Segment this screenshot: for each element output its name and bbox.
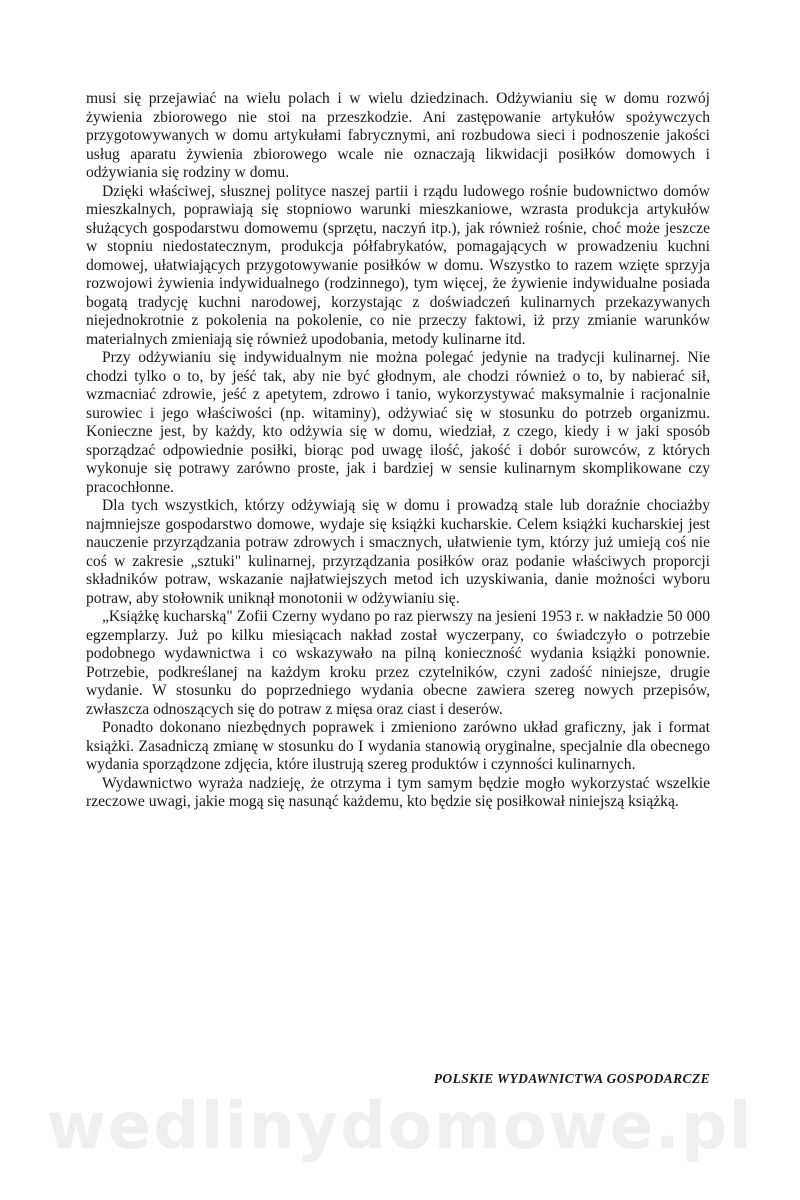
paragraph-3: Przy odżywianiu się indywidualnym nie można polegać jedynie na tradycji kulinarnej. Nie chodzi tylko o to, by jeść tak, aby nie być głodnym, ale chodzi również o to, by nabierać sił, wzmacniać zdrowie, jeść z apetytem, zdrowo i tanio, wykorzystywać maksymalnie i racjonalnie surowiec i jego właściwości (np. witaminy), odżywiać się w stosunku do potrzeb organizmu. Konieczne jest, by każdy, kto odżywia się w domu, wiedział, z czego, kiedy i w jaki sposób sporządzać odpowiednie posiłki, biorąc pod uwagę ilość, jakość i dobór surowców, z których wykonuje się potrawy zarówno proste, jak i bardziej w sensie kulinarnym skomplikowane czy pracochłonne.	[86, 349, 710, 496]
body-text	[86, 90, 710, 812]
watermark: wedlinydomowe.pl	[46, 1090, 754, 1164]
paragraph-2: Dzięki właściwej, słusznej polityce naszej partii i rządu ludowego rośnie budownictwo domów mieszkalnych, poprawiają się stopniowo warunki mieszkaniowe, wzrasta produkcja artykułów służących gospodarstwu domowemu (sprzętu, naczyń itp.), jak również rośnie, choć może jeszcze w stopniu niedostatecznym, produkcja półfabrykatów, pomagających w prowadzeniu kuchni domowej, ułatwiających przygotowywanie posiłków w domu. Wszystko to razem wzięte sprzyja rozwojowi żywienia indywidualnego (rodzinnego), tym więcej, że żywienie indywidualne posiada bogatą tradycję kuchni narodowej, korzystając z doświadczeń kulinarnych przekazywanych niejednokrotnie z pokolenia na pokolenie, co nie przeczy faktowi, iż przy zmianie warunków materialnych zmieniają się również upodobania, metody kulinarne itd.	[86, 182, 710, 348]
publisher-signature: POLSKIE WYDAWNICTWA GOSPODARCZE	[433, 1071, 710, 1086]
paragraph-5: „Książkę kucharską" Zofii Czerny wydano po raz pierwszy na jesieni 1953 r. w nakładzie 50 000 egzemplarzy. Już po kilku miesiącach nakład został wyczerpany, co świadczyło o potrzebie podobnego wydawnictwa i co wskazywało na pilną konieczność wydania książki ponownie. Potrzebie, podkreślanej na każdym kroku przez czytelników, czyni zadość niniejsze, drugie wydanie. W stosunku do poprzedniego wydania obecne zawiera szereg nowych przepisów, zwłaszcza odnoszących się do potraw z mięsa oraz ciast i deserów.	[86, 608, 710, 718]
paragraph-6: Ponadto dokonano niezbędnych poprawek i zmieniono zarówno układ graficzny, jak i format książki. Zasadniczą zmianę w stosunku do I wydania stanowią oryginalne, specjalnie dla obecnego wydania sporządzone zdjęcia, które ilustrują szereg produktów i czynności kulinarnych.	[86, 719, 710, 773]
paragraph-7: Wydawnictwo wyraża nadzieję, że otrzyma i tym samym będzie mogło wykorzystać wszelkie rzeczowe uwagi, jakie mogą się nasunąć każdemu, kto będzie się posiłkował niniejszą książką.	[86, 774, 710, 810]
paragraph-1: musi się przejawiać na wielu polach i w wielu dziedzinach. Odżywianiu się w domu rozwój żywienia zbiorowego nie stoi na przeszkodzie. Ani zastępowanie artykułów spożywczych przygotowywanych w domu artykułami fabrycznymi, ani rozbudowa sieci i podnoszenie jakości usług aparatu żywienia zbiorowego wcale nie oznaczają likwidacji posiłków domowych i odżywiania się rodziny w domu.	[86, 90, 710, 181]
paragraph-4: Dla tych wszystkich, którzy odżywiają się w domu i prowadzą stale lub doraźnie chociażby najmniejsze gospodarstwo domowe, wydaje się książki kucharskie. Celem książki kucharskiej jest nauczenie przyrządzania potraw zdrowych i smacznych, ułatwienie tym, którzy już umieją coś nie coś w zakresie „sztuki" kulinarnej, przyrządzania posiłków oraz podanie właściwych proporcji składników potraw, wskazanie najłatwiejszych metod ich uzyskiwania, danie możności wyboru potraw, aby stołownik uniknął monotonii w odżywianiu się.	[86, 497, 710, 607]
